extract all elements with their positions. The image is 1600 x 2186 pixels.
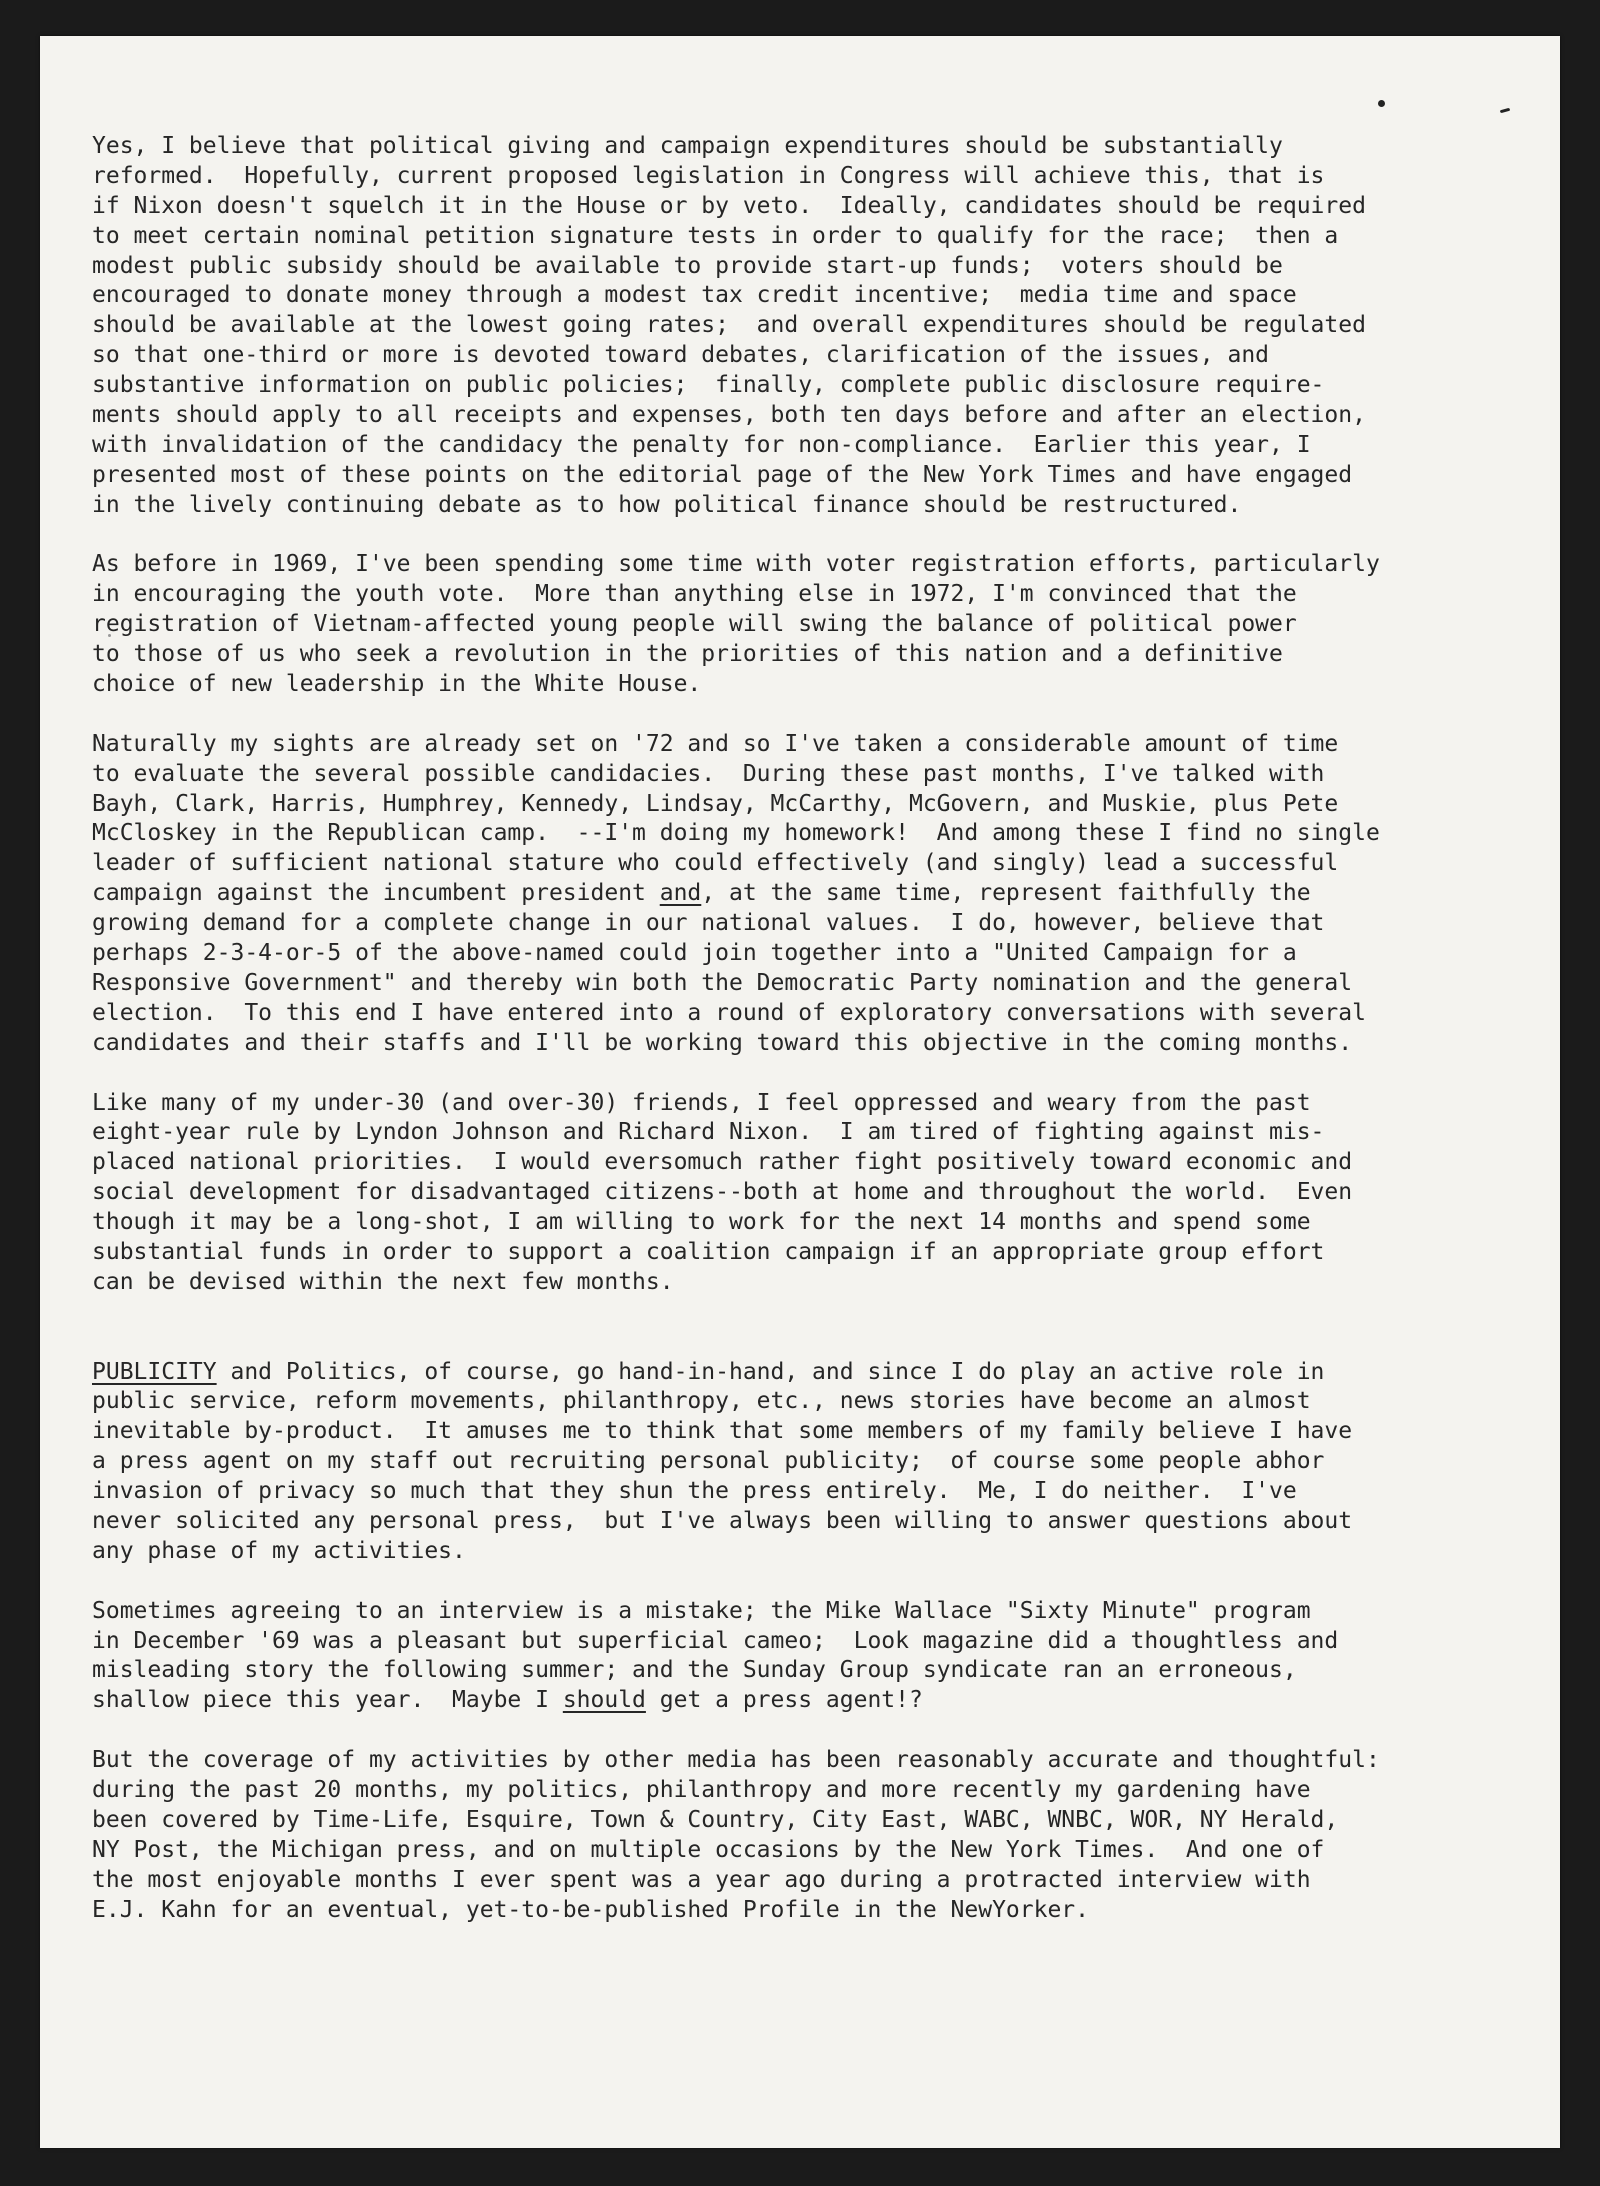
text-line	[92, 670, 1492, 700]
text-segment: in encouraging the youth vote. More than anything else in 1972, I'm convinced that the	[92, 581, 1297, 608]
paragraph-spacer	[92, 1059, 1492, 1089]
text-segment: to those of us who seek a revolution in the priorities of this nation and a definitive	[92, 641, 1283, 668]
text-line	[92, 610, 1492, 640]
text-segment: placed national priorities. I would eversomuch rather fight positively toward economic and	[92, 1149, 1353, 1176]
ink-speck	[1500, 108, 1510, 113]
text-line	[92, 1627, 1492, 1657]
text-segment: substantive information on public policies; finally, complete public disclosure require-	[92, 372, 1325, 399]
text-segment: the most enjoyable months I ever spent was a year ago during a protracted interview with	[92, 1866, 1311, 1893]
text-line	[92, 640, 1492, 670]
text-segment: McCloskey in the Republican camp. --I'm doing my homework! And among these I find no single	[92, 820, 1380, 847]
text-line	[92, 222, 1492, 252]
text-line	[92, 1896, 1492, 1926]
text-line	[92, 1387, 1492, 1417]
paragraph-spacer	[92, 700, 1492, 730]
text-line	[92, 909, 1492, 939]
text-line	[92, 1148, 1492, 1178]
underlined-word: and	[659, 880, 702, 907]
ink-speck	[1378, 100, 1385, 107]
text-line	[92, 1866, 1492, 1896]
text-line	[92, 1477, 1492, 1507]
text-segment: registration of Vietnam-affected young people will swing the balance of political power	[92, 611, 1297, 638]
text-segment: E.J. Kahn for an eventual, yet-to-be-published Profile in the NewYorker.	[92, 1896, 1089, 1923]
text-segment: in the lively continuing debate as to how political finance should be restructured.	[92, 491, 1242, 518]
text-segment: to evaluate the several possible candidacies. During these past months, I've talked with	[92, 760, 1325, 787]
text-segment: ments should apply to all receipts and expenses, both ten days before and after an election,	[92, 402, 1366, 429]
text-segment: campaign against the incumbent president	[92, 880, 660, 907]
text-line	[92, 819, 1492, 849]
text-segment: Bayh, Clark, Harris, Humphrey, Kennedy, Lindsay, McCarthy, McGovern, and Muskie, plus Pete	[92, 790, 1339, 817]
text-line	[92, 1776, 1492, 1806]
text-line	[92, 760, 1492, 790]
text-segment: choice of new leadership in the White House.	[92, 671, 702, 698]
letter-body	[92, 132, 1492, 1925]
text-line	[92, 162, 1492, 192]
paragraph	[92, 1089, 1492, 1298]
text-line	[92, 730, 1492, 760]
text-segment: NY Post, the Michigan press, and on multiple occasions by the New York Times. And one of	[92, 1836, 1325, 1863]
text-line	[92, 192, 1492, 222]
text-line	[92, 431, 1492, 461]
text-segment: eight-year rule by Lyndon Johnson and Richard Nixon. I am tired of fighting against mis-	[92, 1119, 1325, 1146]
text-line	[92, 550, 1492, 580]
text-segment: any phase of my activities.	[92, 1537, 466, 1564]
paragraph	[92, 132, 1492, 521]
underlined-word: PUBLICITY	[92, 1358, 217, 1385]
text-segment: encouraged to donate money through a modest tax credit incentive; media time and space	[92, 282, 1297, 309]
text-segment: Yes, I believe that political giving and campaign expenditures should be substantially	[92, 133, 1283, 159]
text-line	[92, 1507, 1492, 1537]
text-line	[92, 1208, 1492, 1238]
text-segment: As before in 1969, I've been spending some time with voter registration efforts, particularly	[92, 551, 1380, 578]
text-line	[92, 1358, 1492, 1388]
paragraph-spacer	[92, 1567, 1492, 1597]
text-line	[92, 461, 1492, 491]
text-segment: though it may be a long-shot, I am willing to work for the next 14 months and spend some	[92, 1209, 1311, 1236]
text-line	[92, 1178, 1492, 1208]
text-segment: modest public subsidy should be available to provide start-up funds; voters should be	[92, 252, 1283, 279]
text-line	[92, 1238, 1492, 1268]
text-segment: inevitable by-product. It amuses me to think that some members of my family believe I have	[92, 1418, 1353, 1445]
text-segment: presented most of these points on the editorial page of the New York Times and have engaged	[92, 461, 1353, 488]
text-line	[92, 1447, 1492, 1477]
text-segment: Like many of my under-30 (and over-30) friends, I feel oppressed and weary from the past	[92, 1089, 1311, 1116]
text-line	[92, 879, 1492, 909]
text-segment: candidates and their staffs and I'll be working toward this objective in the coming months.	[92, 1029, 1353, 1056]
underlined-word: should	[562, 1687, 646, 1714]
text-line	[92, 790, 1492, 820]
text-line	[92, 132, 1492, 162]
text-line	[92, 849, 1492, 879]
text-segment: growing demand for a complete change in our national values. I do, however, believe that	[92, 910, 1325, 937]
text-line	[92, 1029, 1492, 1059]
text-segment: during the past 20 months, my politics, philanthropy and more recently my gardening have	[92, 1777, 1311, 1803]
text-segment: shallow piece this year. Maybe I	[92, 1687, 563, 1714]
text-segment: a press agent on my staff out recruiting personal publicity; of course some people abhor	[92, 1448, 1325, 1475]
text-line	[92, 1656, 1492, 1686]
paragraph	[92, 550, 1492, 699]
text-line	[92, 969, 1492, 999]
text-line	[92, 1597, 1492, 1627]
paragraph-spacer	[92, 521, 1492, 551]
text-line	[92, 491, 1492, 521]
text-segment: social development for disadvantaged citizens--both at home and throughout the world. Even	[92, 1179, 1353, 1206]
text-line	[92, 401, 1492, 431]
text-segment: public service, reform movements, philanthropy, etc., news stories have become an almost	[92, 1388, 1311, 1415]
paragraph	[92, 1358, 1492, 1567]
text-segment: get a press agent!?	[645, 1687, 923, 1714]
text-segment: Sometimes agreeing to an interview is a mistake; the Mike Wallace "Sixty Minute" program	[92, 1597, 1311, 1624]
text-line	[92, 341, 1492, 371]
text-segment: should be available at the lowest going rates; and overall expenditures should be regulated	[92, 312, 1366, 339]
text-line	[92, 580, 1492, 610]
text-segment: leader of sufficient national stature who could effectively (and singly) lead a successful	[92, 850, 1339, 877]
text-line	[92, 939, 1492, 969]
text-segment: But the coverage of my activities by other media has been reasonably accurate and thoughtful:	[92, 1747, 1380, 1774]
text-segment: substantial funds in order to support a coalition campaign if an appropriate group effort	[92, 1238, 1325, 1265]
text-segment: with invalidation of the candidacy the penalty for non-compliance. Earlier this year, I	[92, 431, 1311, 458]
text-segment: so that one-third or more is devoted toward debates, clarification of the issues, and	[92, 342, 1270, 369]
paragraph-spacer	[92, 1298, 1492, 1358]
text-line	[92, 1806, 1492, 1836]
text-segment: can be devised within the next few months.	[92, 1268, 674, 1295]
text-segment: been covered by Time-Life, Esquire, Town & Country, City East, WABC, WNBC, WOR, NY Herald,	[92, 1806, 1339, 1833]
text-segment: perhaps 2-3-4-or-5 of the above-named could join together into a "United Campaign for a	[92, 940, 1297, 967]
text-segment: Responsive Government" and thereby win both the Democratic Party nomination and the general	[92, 969, 1353, 996]
text-line	[92, 1836, 1492, 1866]
text-segment: if Nixon doesn't squelch it in the House or by veto. Ideally, candidates should be required	[92, 192, 1366, 219]
paragraph-spacer	[92, 1716, 1492, 1746]
text-segment: and Politics, of course, go hand-in-hand, and since I do play an active role in	[216, 1358, 1325, 1385]
paragraph	[92, 730, 1492, 1059]
text-line	[92, 1686, 1492, 1716]
text-segment: invasion of privacy so much that they shun the press entirely. Me, I do neither. I've	[92, 1478, 1297, 1505]
text-segment: reformed. Hopefully, current proposed legislation in Congress will achieve this, that is	[92, 162, 1325, 189]
text-line	[92, 311, 1492, 341]
text-segment: to meet certain nominal petition signature tests in order to qualify for the race; then a	[92, 222, 1339, 249]
text-line	[92, 1089, 1492, 1119]
text-segment: in December '69 was a pleasant but superficial cameo; Look magazine did a thoughtless and	[92, 1627, 1339, 1654]
paragraph	[92, 1746, 1492, 1925]
text-line	[92, 1118, 1492, 1148]
text-line	[92, 281, 1492, 311]
text-segment: , at the same time, represent faithfully the	[701, 880, 1311, 907]
text-segment: misleading story the following summer; and the Sunday Group syndicate ran an erroneous,	[92, 1657, 1297, 1684]
text-line	[92, 1268, 1492, 1298]
text-line	[92, 252, 1492, 282]
text-line	[92, 1746, 1492, 1776]
text-line	[92, 1417, 1492, 1447]
text-segment: Naturally my sights are already set on '72 and so I've taken a considerable amount of time	[92, 730, 1339, 757]
text-line	[92, 1537, 1492, 1567]
text-line	[92, 999, 1492, 1029]
paragraph	[92, 1597, 1492, 1717]
text-line	[92, 371, 1492, 401]
text-segment: election. To this end I have entered into a round of exploratory conversations with several	[92, 999, 1366, 1026]
text-segment: never solicited any personal press, but I've always been willing to answer questions about	[92, 1507, 1353, 1534]
